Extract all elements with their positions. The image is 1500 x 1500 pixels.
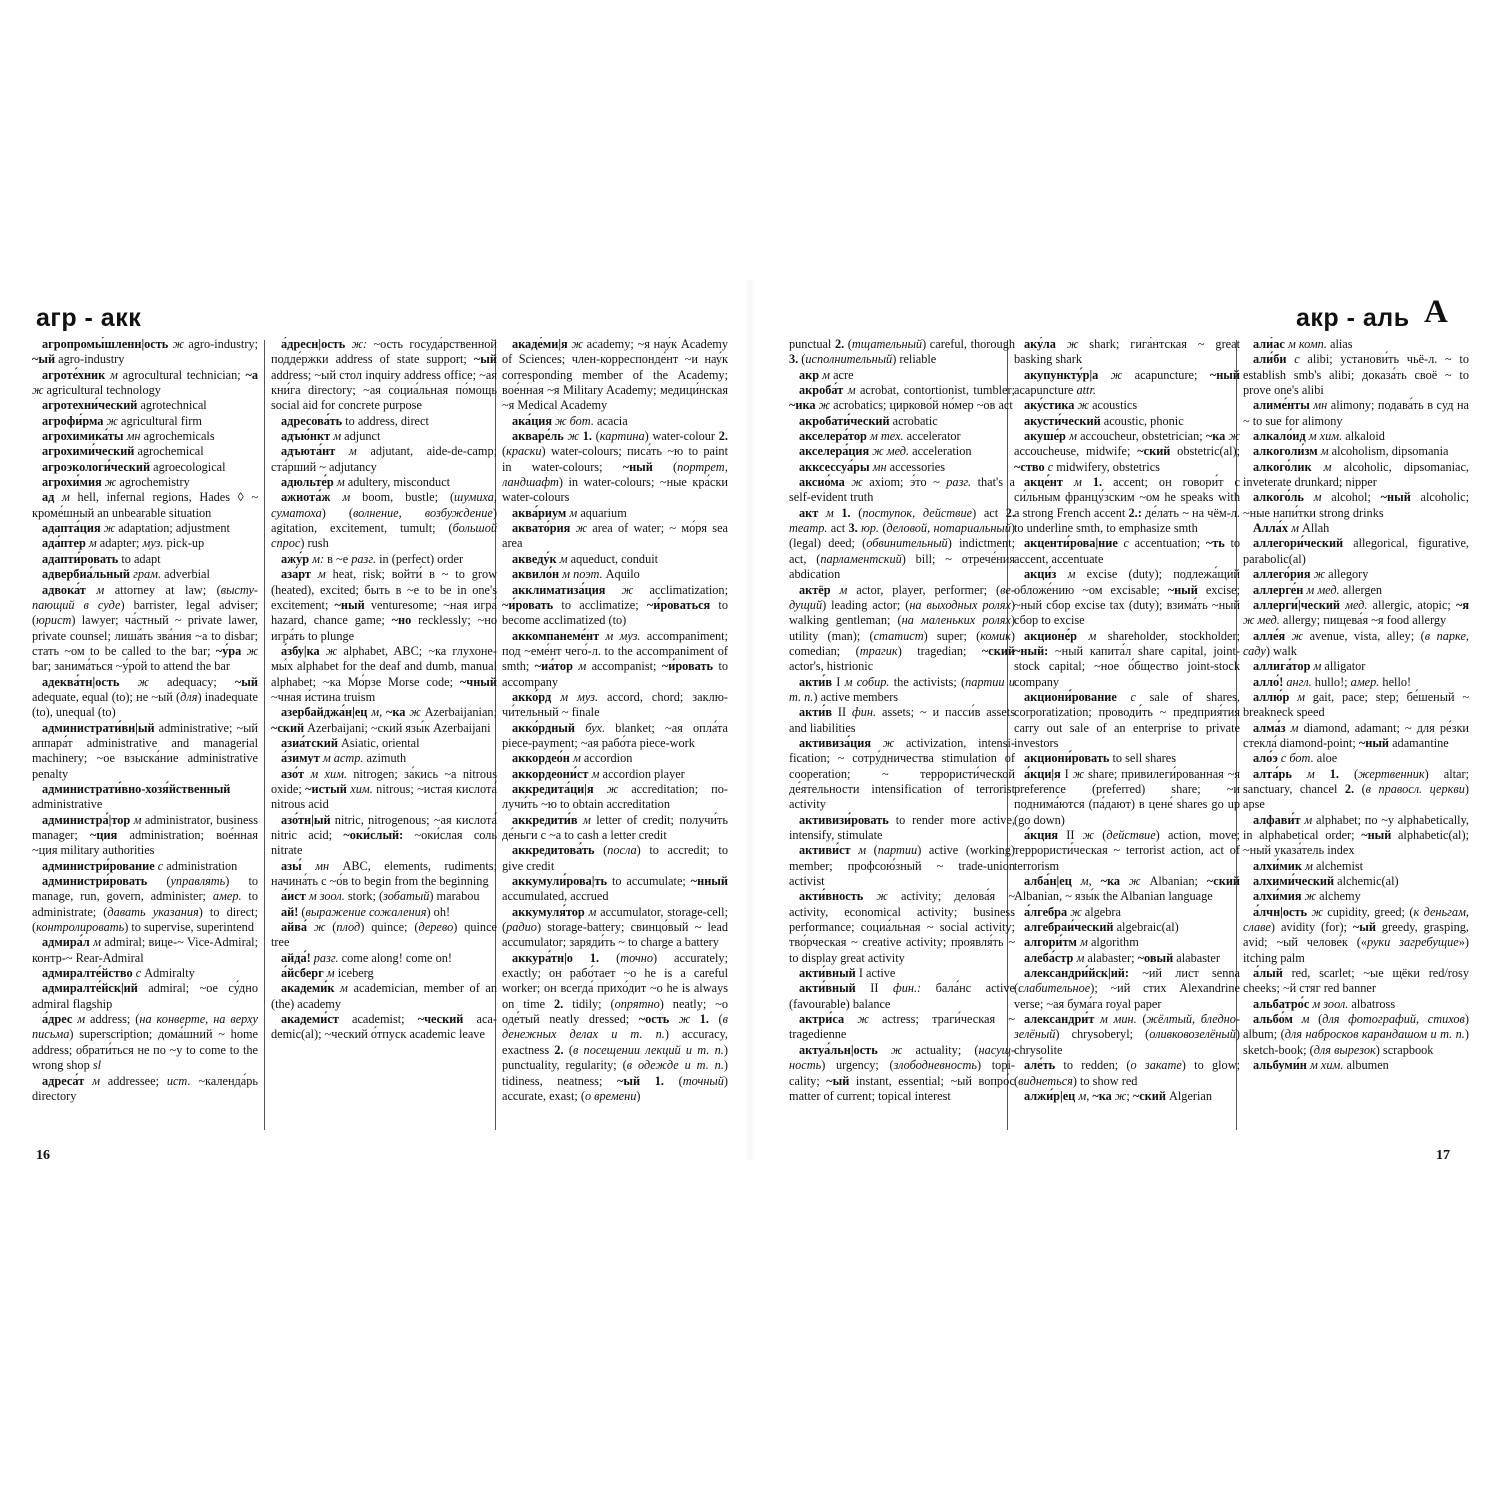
dictionary-entry: а́лчн|ость ж cupidity, greed; (к деньгам, славе) avidity (for); ~ый greedy, grasping, avid; ~ый челове́к («руки загребущие») itching palm: [1243, 904, 1469, 965]
dictionary-entry: акуше́р м accoucheur, obstetrician; ~ка ж accoucheuse, midwife; ~ский obstetric(al); ~ство с midwifery, obstetrics: [1014, 429, 1240, 474]
dictionary-entry: аккура́тн|о 1. (точно) accurately; exactly; он рабо́тает ~о he is a careful worker; он всегда́ прихо́дит ~о he is always on time 2. tidily; (опрятно) neatly; ~о оде́тый neatly dressed; ~ость ж 1. (в денежных делах и т. п.) accuracy, exactness 2. (в посещении лекций и т. п.) punctuality, regularity; (в одежде и т. п.) tidiness, neatness; ~ый 1. (точный) accurate, exast; (о времени): [502, 950, 728, 1103]
dictionary-entry: алкоголи́зм м alcoholism, dipsomania: [1253, 444, 1449, 459]
dictionary-column-4: [789, 337, 1015, 1137]
dictionary-entry: агроэкологи́ческий agroecological: [42, 459, 226, 474]
dictionary-entry: акко́рд м муз. accord, chord; заключи́тельный ~ finale: [502, 689, 728, 720]
dictionary-entry: активизи́ровать to render more active, intensify, stimulate: [789, 812, 1015, 842]
dictionary-entry: аквато́рия ж area of water; ~ мо́ря sea area: [502, 521, 728, 551]
dictionary-entry: алхими́ческий alchemic(al): [1253, 874, 1399, 889]
dictionary-entry: акциони́ровать to sell shares: [1024, 751, 1177, 766]
dictionary-entry: ай! (выражение сожаления) oh!: [281, 904, 451, 919]
dictionary-entry: аккордео́н м accordion: [512, 751, 633, 766]
dictionary-entry: акценти́рова|ние с accentuation; ~ть to accent, accentuate: [1014, 536, 1240, 566]
dictionary-entry: адмиралте́йск|ий admiral; ~ое су́дно admiral flagship: [32, 981, 258, 1011]
dictionary-entry: а́кция II ж (действие) action, move; террористи́ческая ~ terrorist action, act of terrorism: [1014, 828, 1240, 873]
dictionary-entry: альбатро́с м зоол. albatross: [1253, 996, 1396, 1011]
dictionary-entry: агрофи́рма ж agricultural firm: [42, 413, 202, 428]
dictionary-entry: аккордеони́ст м accordion player: [512, 766, 685, 781]
dictionary-entry: акселера́тор м тех. accelerator: [799, 429, 961, 444]
dictionary-entry: а́зимут м астр. azimuth: [281, 751, 407, 766]
dictionary-entry: азиа́тский Asiatic, oriental: [281, 735, 420, 750]
dictionary-entry: акти́в II фин. assets; ~ и пасси́в assets and liabilities: [789, 705, 1015, 735]
dictionary-entry: алма́з м diamond, adamant; ~ для ре́зки стекла́ diamond-point; ~ный adamantine: [1243, 720, 1469, 750]
dictionary-entry: аккомпанеме́нт м муз. accompaniment; под ~еме́нт чего́-л. to the accompaniment of smth; ~иа́тор м accompanist; ~и́ровать to accompany: [502, 628, 728, 689]
dictionary-entry: ажу́р м: в ~е разг. in (perfect) order: [281, 551, 464, 566]
dictionary-entry: актуа́льн|ость ж actuality; (насущность) urgency; (злободневность) topicality; ~ый instant, essential; ~ый вопро́с matter of current; topical interest: [789, 1042, 1015, 1103]
dictionary-entry: адапта́ция ж adaptation; adjustment: [42, 521, 230, 536]
dictionary-entry: а́дрес м address; (на конверте, на верху письма) superscription; дома́шний ~ home address; обрати́ться не по ~у to come to the wrong shop sl: [32, 1012, 258, 1073]
dictionary-entry: администрати́вн|ый administrative; ~ый аппара́т administrative and managerial machinery; ~ое взыска́ние administrative penalty: [32, 720, 258, 781]
dictionary-entry: алло́! англ. hullo!; амер. hello!: [1253, 674, 1412, 689]
dictionary-entry: александри́йск|ий: ~ий лист senna (слабительное); ~ий стих Alexandrine verse; ~ая бума́га royal paper: [1014, 966, 1240, 1011]
dictionary-entry: азербайджа́н|ец м, ~ка ж Azerbaijanian; ~ский Azerbaijani; ~ский язы́к Azerbaijani: [271, 705, 497, 735]
dictionary-entry: администри́ровать (управлять) to manage, run, govern, administer; амер. to administrate; (давать указания) to direct; (контролировать) to supervise, superintend: [32, 874, 258, 935]
dictionary-entry: аку́ла ж shark; гига́нтская ~ great basking shark: [1014, 337, 1240, 367]
column-rule: [264, 340, 265, 1130]
dictionary-entry: администрати́вно-хозя́йственный administrative: [32, 781, 231, 812]
dictionary-entry: айда́! разг. come along! come on!: [281, 950, 452, 965]
dictionary-entry: альбо́м м (для фотографий, стихов) album; (для набросков карандашом и т. п.) sketch-book; (для вырезок) scrapbook: [1243, 1012, 1469, 1057]
dictionary-entry: ало́э с бот. aloe: [1253, 751, 1338, 766]
dictionary-entry: алиме́нты мн alimony; подава́ть в суд на ~ to sue for alimony: [1243, 398, 1469, 428]
dictionary-entry: акционе́р м shareholder, stockholder; ~ный: ~ный капита́л share capital, joint-stock capital; ~ное о́бщество joint-stock company: [1014, 628, 1240, 689]
dictionary-entry: агроте́хник м agrocultural technician; ~а ж agricultural technology: [32, 367, 258, 398]
left-running-head: агр - акк: [36, 304, 142, 332]
dictionary-entry: активиза́ция ж activization, intensification; ~ сотру́дничества stimulation of cooperation; ~ террористи́ческой де́ятельности intensification of terrorist activity: [789, 735, 1015, 812]
dictionary-entry: альбуми́н м хим. albumen: [1253, 1058, 1389, 1073]
dictionary-entry: а́лый red, scarlet; ~ые щёки red/rosy cheeks; ~й стяг red banner: [1243, 966, 1469, 996]
dictionary-entry: администри́рование с administration: [42, 858, 238, 873]
dictionary-entry: аквило́н м поэт. Aquilo: [512, 567, 640, 582]
dictionary-entry: адеква́тн|ость ж adequacy; ~ый adequate, equal (to); не ~ый (для) inadequate (to), unequal (to): [32, 674, 258, 720]
right-running-head: акр - аль: [1296, 304, 1410, 332]
dictionary-entry: алхи́мик м alchemist: [1253, 858, 1364, 873]
dictionary-entry: адюльте́р м adultery, misconduct: [281, 475, 451, 490]
dictionary-entry: адмира́л м admiral; вице-~ Vice-Admiral; контр-~ Rear-Admiral: [32, 935, 258, 965]
dictionary-entry: акусти́ческий acoustic, phonic: [1024, 413, 1184, 428]
dictionary-entry: агрохими́ческий agrochemical: [42, 444, 204, 459]
dictionary-entry: аллегори́ческий allegorical, figurative, parabolic(al): [1243, 536, 1469, 566]
dictionary-entry: алле́я ж avenue, vista, alley; (в парке, саду) walk: [1243, 628, 1469, 658]
dictionary-entry: азо́т м хим. nitrogen; за́кись ~а nitrous oxide; ~истый хим. nitrous; ~истая кислота́ nitrous acid: [271, 766, 497, 812]
dictionary-entry: али́би с alibi; установи́ть чьё-л. ~ to establish smb's alibi; доказа́ть своё ~ to prove one's alibi: [1243, 352, 1469, 398]
dictionary-column-5: [1014, 337, 1240, 1137]
dictionary-entry: алеба́стр м alabaster; ~овый alabaster: [1024, 950, 1220, 965]
dictionary-entry: аллерге́н м мед. allergen: [1253, 582, 1383, 597]
dictionary-entry: ад м hell, infernal regions, Hades ◊ ~ кроме́шный an unbearable situation: [32, 490, 258, 520]
dictionary-entry: акци́з м excise (duty); подлежа́щий обложе́нию ~ом excisable; ~ный excise; ~ный сбор excise tax (duty); взима́ть ~ный сбор to excise: [1014, 567, 1240, 628]
dictionary-entry: аква́риум м aquarium: [512, 505, 627, 520]
dictionary-entry: акко́рдный бух. blanket; ~ая опла́та piece-payment; ~ая рабо́та piece-work: [502, 720, 728, 750]
dictionary-entry: адъюта́нт м adjutant, aide-de-camp; ста́рший ~ adjutancy: [271, 444, 497, 474]
dictionary-entry: акклиматиза́ция ж acclimatization; ~и́ровать to acclimatize; ~и́роваться to become acclimatized (to): [502, 582, 728, 628]
dictionary-entry: ака́ция ж бот. acacia: [512, 413, 628, 428]
dictionary-entry: акведу́к м aqueduct, conduit: [512, 551, 659, 566]
dictionary-entry: а́дресн|ость ж: ~ость госуда́рственной подде́ржки address of state support; ~ый address; ~ый стол inquiry address office; ~ая кни́га directory; ~ая социа́льная по́мощь social aid for concrete purpose: [271, 337, 497, 413]
dictionary-column-6: [1243, 337, 1469, 1137]
dictionary-entry: академи́ст academist; ~ческий academic(al); ~ческий о́тпуск academic leave: [271, 1012, 497, 1042]
dictionary-entry: аккредита́ци|я ж accreditation; получи́ть ~ю to obtain accreditation: [502, 781, 728, 812]
dictionary-entry: алхи́мия ж alchemy: [1253, 889, 1361, 904]
dictionary-entry: алкого́лик м alcoholic, dipsomaniac, inveterate drunkard; nipper: [1243, 459, 1469, 490]
dictionary-entry: актри́са ж actress; траги́ческая ~ tragedienne: [789, 1012, 1015, 1042]
dictionary-entry: акти́вный I active: [799, 966, 896, 981]
dictionary-entry: агрохимика́ты мн agrochemicals: [42, 429, 215, 444]
dictionary-entry: азо́тн|ый nitric, nitrogenous; ~ая кислота́ nitric acid; ~оки́слый: ~оки́слая соль nitrate: [271, 812, 497, 858]
dictionary-entry: акаде́ми|я ж academy; ~я нау́к Academy of Sciences; член-корреспонде́нт ~и нау́к corresponding member of the Academy; вое́нная ~я Military Academy; медици́нская ~я Medical Academy: [502, 337, 728, 413]
dictionary-entry: аллига́тор м alligator: [1253, 659, 1366, 674]
dictionary-entry: александри́т м мин. (жёлтый, бледно-зелёный) chrysoberyl; (оливковозелёный) chrysolite: [1014, 1012, 1240, 1057]
dictionary-entry: акселера́ция ж мед. acceleration: [799, 444, 972, 459]
dictionary-entry: алба́н|ец м, ~ка ж Albanian; ~ский Albanian, ~ язы́к the Albanian language: [1014, 874, 1240, 904]
dictionary-entry: академи́к м academician, member of an (the) academy: [271, 981, 497, 1011]
dictionary-entry: адъю́нкт м adjunct: [281, 429, 381, 444]
dictionary-entry: а́лгебра ж algebra: [1024, 904, 1121, 919]
dictionary-entry: а́йсберг м iceberg: [281, 966, 374, 981]
dictionary-entry: акробати́ческий acrobatic: [799, 413, 938, 428]
dictionary-entry: а́ист м зоол. stork; (зобатый) marabou: [281, 889, 480, 904]
dictionary-entry: акваре́ль ж 1. (картина) water-colour 2. (краски) water-colours; писа́ть ~ю to paint in water-colours; ~ный (портрет, ландшафт) in water-colours; ~ные кра́ски water-colours: [502, 429, 728, 505]
dictionary-entry: аккумули́рова|ть to accumulate; ~нный accumulated, accrued: [502, 874, 728, 904]
section-letter: A: [1424, 294, 1448, 330]
dictionary-entry: алта́рь м 1. (жертвенник) altar; sanctuary, chancel 2. (в правосл. церкви) apse: [1243, 766, 1469, 812]
dictionary-entry: аккредити́в м letter of credit; получи́ть де́ньги с ~а to cash a letter credit: [502, 812, 728, 842]
left-page-number: 16: [36, 1148, 50, 1163]
dictionary-entry: активи́ст м (партии) active (working) member; профсою́зный ~ trade-union activist: [789, 843, 1015, 889]
dictionary-entry: акти́вный II фин.: бала́нс active (favourable) balance: [789, 981, 1015, 1011]
dictionary-column-3: [502, 337, 728, 1137]
dictionary-entry: адмиралте́йство с Admiralty: [42, 966, 195, 981]
dictionary-entry: аккумуля́тор м accumulator, storage-cell; (радио) storage-battery; свинцо́вый ~ lead accumulator; заряди́ть ~ to charge a battery: [502, 904, 728, 950]
dictionary-entry: аку́стика ж acoustics: [1024, 398, 1138, 413]
dictionary-entry: аксио́ма ж axiom; э́то ~ разг. that's a self-evident truth: [789, 475, 1015, 505]
dictionary-entry: айва́ ж (плод) quince; (дерево) quince tree: [271, 920, 497, 950]
dictionary-entry: акциони́рование с sale of shares, corporatization; проводи́ть ~ предприя́тия carry out sale of an enterprise to private investors: [1014, 689, 1240, 750]
dictionary-entry: а́кци|я I ж share; привилеги́рованная ~я preference (preferred) share; ~и поднима́ются (па́дают) в цене́ shares go up (go down): [1014, 766, 1240, 827]
dictionary-entry: алкало́ид м хим. alkaloid: [1253, 429, 1385, 444]
dictionary-entry: а́збу|ка ж alphabet, ABC; ~ка глухонемы́х alphabet for the deaf and dumb, manual alphabet; ~ка Мо́рзе Morse code; ~чный ~чная и́стина truism: [271, 643, 497, 704]
dictionary-entry: акти́в I м собир. the activists; (партии и т. п.) active members: [789, 674, 1015, 704]
dictionary-entry: ажиота́ж м boom, bustle; (шумиха, суматоха) (волнение, возбуждение) agitation, excitement, tumult; (большой спрос) rush: [271, 490, 497, 551]
dictionary-entry: акроба́т м acrobat, contortionist, tumbler; ~ика ж acrobatics; цирково́й но́мер ~ов act: [789, 383, 1015, 413]
dictionary-entry: акти́вность ж activity; делова́я ~ activity, economical activity; business performance; социа́льная ~ social activity; тво́рческая ~ creative activity; проявля́ть ~ to display great activity: [789, 889, 1015, 965]
dictionary-entry: Алла́х м Allah: [1253, 521, 1330, 536]
dictionary-entry: punctual 2. (тщательный) careful, thorough 3. (исполнительный) reliable: [789, 337, 1015, 367]
dictionary-entry: аллего́рия ж allegory: [1253, 567, 1369, 582]
dictionary-entry: аккредитова́ть (посла) to accredit; to give credit: [502, 843, 728, 873]
dictionary-entry: акце́нт м 1. accent; он говори́т с си́льным францу́зским ~ом he speaks with a strong French accent 2.: де́лать ~ на чём-л. to underline smth, to emphasize smth: [1014, 475, 1240, 536]
dictionary-entry: адвербиа́льный грам. adverbial: [42, 567, 210, 582]
dictionary-entry: ада́птер м adapter; муз. pick-up: [42, 536, 205, 551]
dictionary-entry: алфави́т м alphabet; по ~у alphabetically, in alphabetical order; ~ный alphabetic(al); ~ный указа́тель index: [1243, 812, 1469, 858]
dictionary-entry: адреса́т м addressee; ист. ~календа́рь directory: [32, 1073, 258, 1103]
dictionary-column-1: [32, 337, 258, 1137]
dictionary-entry: акт м 1. (поступок, действие) act 2. театр. act 3. юр. (деловой, нотариальный) (legal) deed; (обвинительный) indictment; act, (парламентский) bill; ~ отрече́ния abdication: [789, 505, 1015, 582]
dictionary-entry: акр м acre: [799, 367, 854, 382]
dictionary-entry: агрохи́мия ж agrochemistry: [42, 475, 190, 490]
dictionary-entry: али́ас м комп. alias: [1253, 337, 1353, 351]
dictionary-entry: аллерги́|ческий мед. allergic, atopic; ~я ж мед. allergy; пищева́я ~я food allergy: [1243, 597, 1469, 628]
dictionary-entry: алгебраи́ческий algebraic(al): [1024, 920, 1179, 935]
book-gutter: [745, 280, 755, 1160]
dictionary-entry: актёр м actor, player, performer; (ведущий) leading actor; (на выходных ролях) walking gentleman; (на маленьких ролях) utility (man); (статист) super; (комик) comedian; (трагик) tragedian; ~ский actor's, histrionic: [789, 582, 1015, 674]
dictionary-entry: але́ть to redden; (о закате) to glow; (виднеться) to show red: [1014, 1058, 1240, 1088]
dictionary-entry: аза́рт м heat, risk; войти́ в ~ to grow (heated), excited; быть в ~е to be in one's excitement; ~ный venturesome; ~ная игра́ hazard, chance game; ~но recklessly; ~но игра́ть to plunge: [271, 567, 497, 643]
dictionary-entry: азы́ мн ABC, elements, rudiments; начина́ть с ~о́в to begin from the beginning: [271, 858, 497, 889]
dictionary-entry: администра́|тор м administrator, business manager; ~ция administration; вое́нная ~ция military authorities: [32, 812, 258, 858]
dictionary-entry: адапти́ровать to adapt: [42, 551, 161, 566]
dictionary-entry: агротехни́ческий agrotechnical: [42, 398, 207, 413]
dictionary-entry: адресова́ть to address, direct: [281, 413, 429, 428]
dictionary-entry: акксессуа́ры мн accessories: [799, 459, 945, 474]
dictionary-entry: адвока́т м attorney at law; (выступающий в суде) barrister, legal adviser; (юрист) lawyer; ча́стный ~ private lawer, private counsel; лиша́ть зва́ния ~а to disbar; стать ~ом to be called to the bar; ~у́ра ж bar; занима́ться ~у́рой to attend the bar: [32, 582, 258, 674]
dictionary-column-2: [271, 337, 497, 1137]
right-page-number: 17: [1436, 1148, 1450, 1163]
dictionary-entry: акупункту́р|а ж acapuncture; ~ный acapuncture attr.: [1014, 367, 1240, 398]
dictionary-entry: алжи́р|ец м, ~ка ж; ~ский Algerian: [1024, 1088, 1213, 1103]
dictionary-entry: алкого́ль м alcohol; ~ный alcoholic; ~ные напи́тки strong drinks: [1243, 490, 1469, 520]
dictionary-entry: агропромы́шленн|ость ж agro-industry; ~ый agro-industry: [32, 337, 258, 367]
dictionary-entry: аллю́р м gait, pace; step; бе́шеный ~ breakneck speed: [1243, 689, 1469, 720]
dictionary-entry: алгори́тм м algorithm: [1024, 935, 1139, 950]
